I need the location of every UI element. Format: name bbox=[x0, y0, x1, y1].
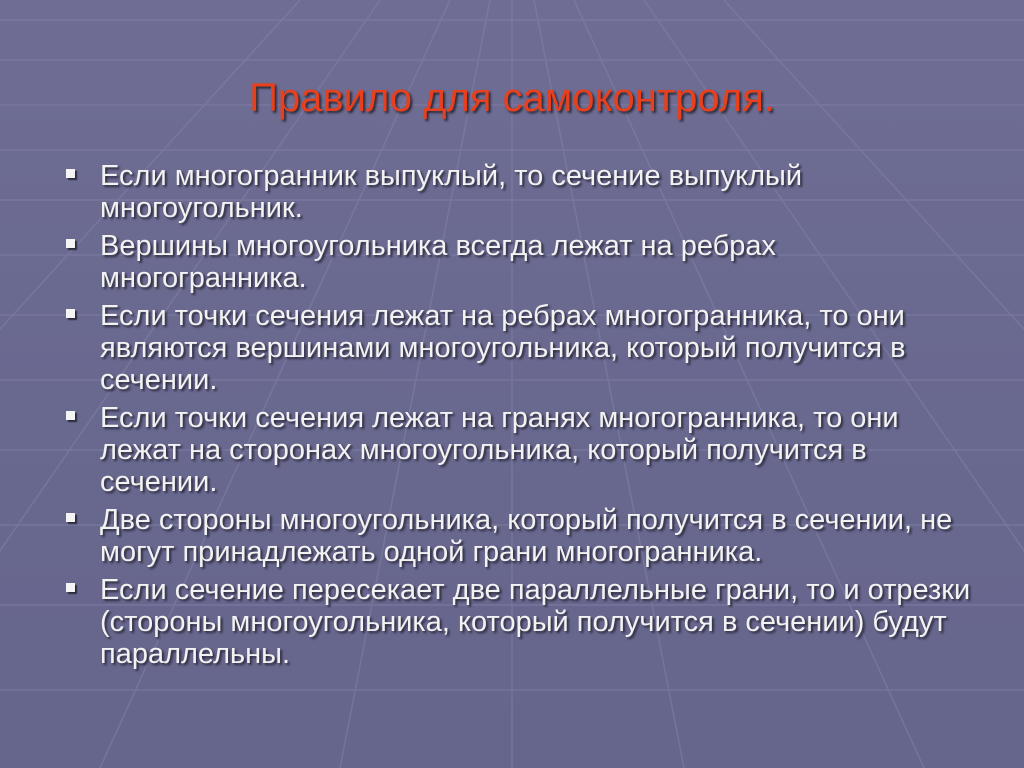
list-item bbox=[62, 300, 982, 396]
list-item bbox=[62, 574, 982, 670]
bullet-list bbox=[62, 160, 982, 676]
list-item bbox=[62, 230, 982, 294]
bullet-text: Две стороны многоугольника, который получится в сечении, не могут принадлежать одной грани многогранника. bbox=[100, 504, 953, 568]
list-item bbox=[62, 402, 982, 498]
square-bullet-icon bbox=[66, 411, 75, 420]
bullet-text: Если многогранник выпуклый, то сечение выпуклый многоугольник. bbox=[100, 160, 803, 224]
slide-title: Правило для самоконтроля. bbox=[249, 76, 775, 120]
square-bullet-icon bbox=[66, 513, 75, 522]
square-bullet-icon bbox=[66, 583, 75, 592]
bullet-text: Если сечение пересекает две параллельные грани, то и отрезки (стороны многоугольника, который получится в сечении) будут параллельны. bbox=[100, 574, 971, 670]
square-bullet-icon bbox=[66, 309, 75, 318]
square-bullet-icon bbox=[66, 239, 75, 248]
bullet-text: Вершины многоугольника всегда лежат на ребрах многогранника. bbox=[100, 230, 777, 294]
list-item bbox=[62, 504, 982, 568]
bullet-text: Если точки сечения лежат на ребрах многогранника, то они являются вершинами многоугольника, который получится в сечении. bbox=[100, 300, 906, 396]
list-item bbox=[62, 160, 982, 224]
bullet-text: Если точки сечения лежат на гранях многогранника, то они лежат на сторонах многоугольника, который получится в сечении. bbox=[100, 402, 899, 498]
square-bullet-icon bbox=[66, 169, 75, 178]
